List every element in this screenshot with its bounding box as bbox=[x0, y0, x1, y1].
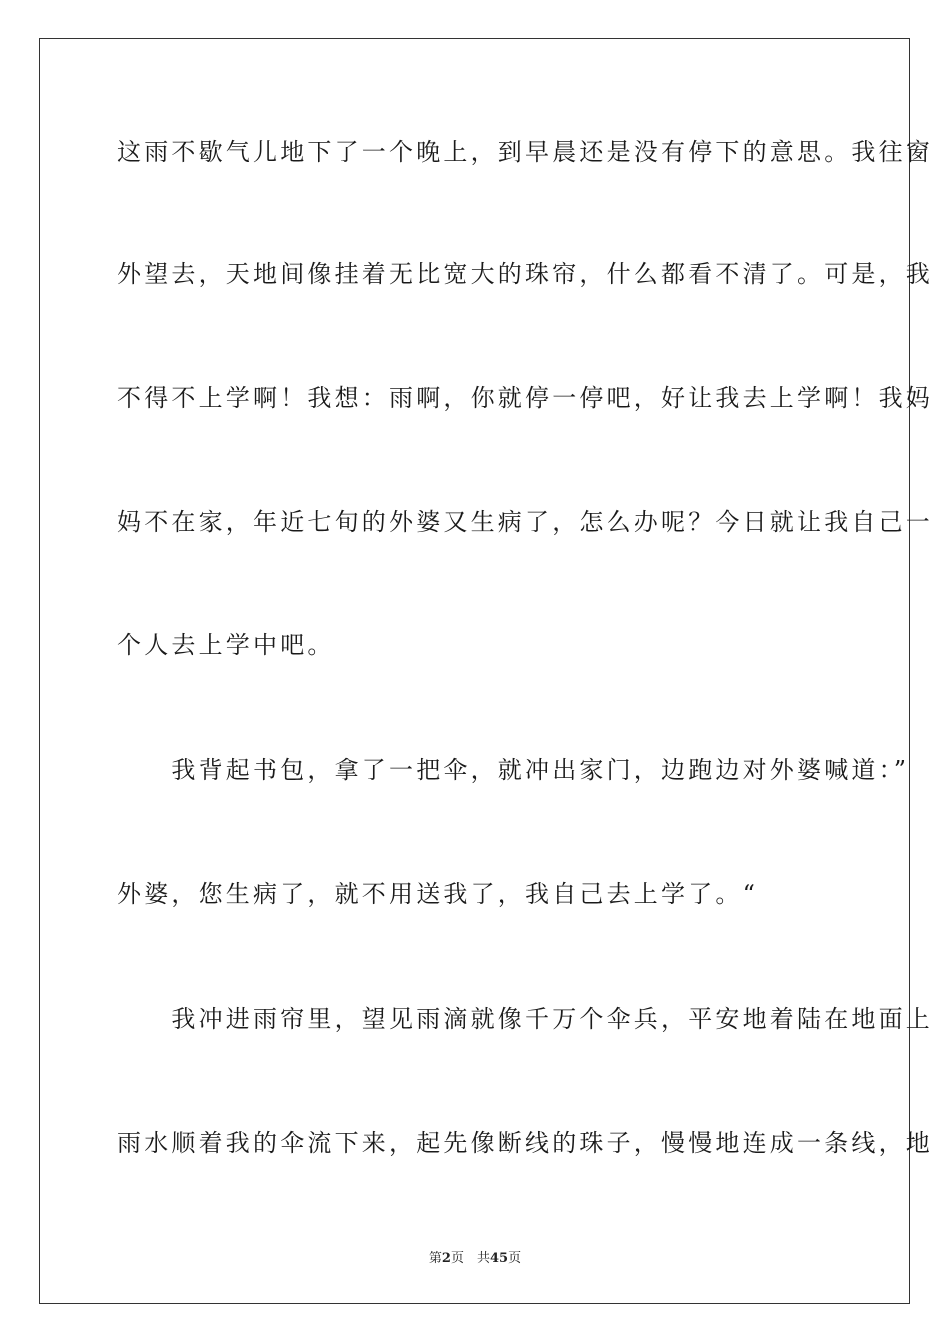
text-line-2: 外望去，天地间像挂着无比宽大的珠帘，什么都看不清了。可是，我 bbox=[117, 260, 933, 288]
footer-page-prefix: 第 bbox=[428, 1251, 442, 1266]
text-line-8: 我冲进雨帘里，望见雨滴就像千万个伞兵，平安地着陆在地面上 bbox=[117, 1005, 933, 1033]
footer-page-number: 2 bbox=[441, 1251, 451, 1266]
footer-total-prefix: 共 bbox=[476, 1251, 490, 1266]
page-border bbox=[39, 38, 933, 1304]
footer-total-pages: 45 bbox=[489, 1251, 509, 1266]
text-line-5: 个人去上学中吧。 bbox=[117, 631, 335, 659]
text-line-1: 这雨不歇气儿地下了一个晚上，到早晨还是没有停下的意思。我往窗 bbox=[117, 138, 933, 166]
text-line-9: 雨水顺着我的伞流下来，起先像断线的珠子，慢慢地连成一条线，地 bbox=[117, 1129, 933, 1157]
page-footer bbox=[0, 1247, 950, 1266]
text-line-3: 不得不上学啊！我想：雨啊，你就停一停吧，好让我去上学啊！我妈 bbox=[117, 384, 933, 412]
text-line-7: 外婆，您生病了，就不用送我了，我自己去上学了。“ bbox=[117, 880, 759, 908]
text-line-4: 妈不在家，年近七旬的外婆又生病了，怎么办呢？今日就让我自己一 bbox=[117, 508, 933, 536]
text-line-6: 我背起书包，拿了一把伞，就冲出家门，边跑边对外婆喊道：” bbox=[117, 756, 910, 784]
footer-total-suffix: 页 bbox=[508, 1251, 522, 1266]
footer-page-suffix: 页 bbox=[450, 1251, 464, 1266]
